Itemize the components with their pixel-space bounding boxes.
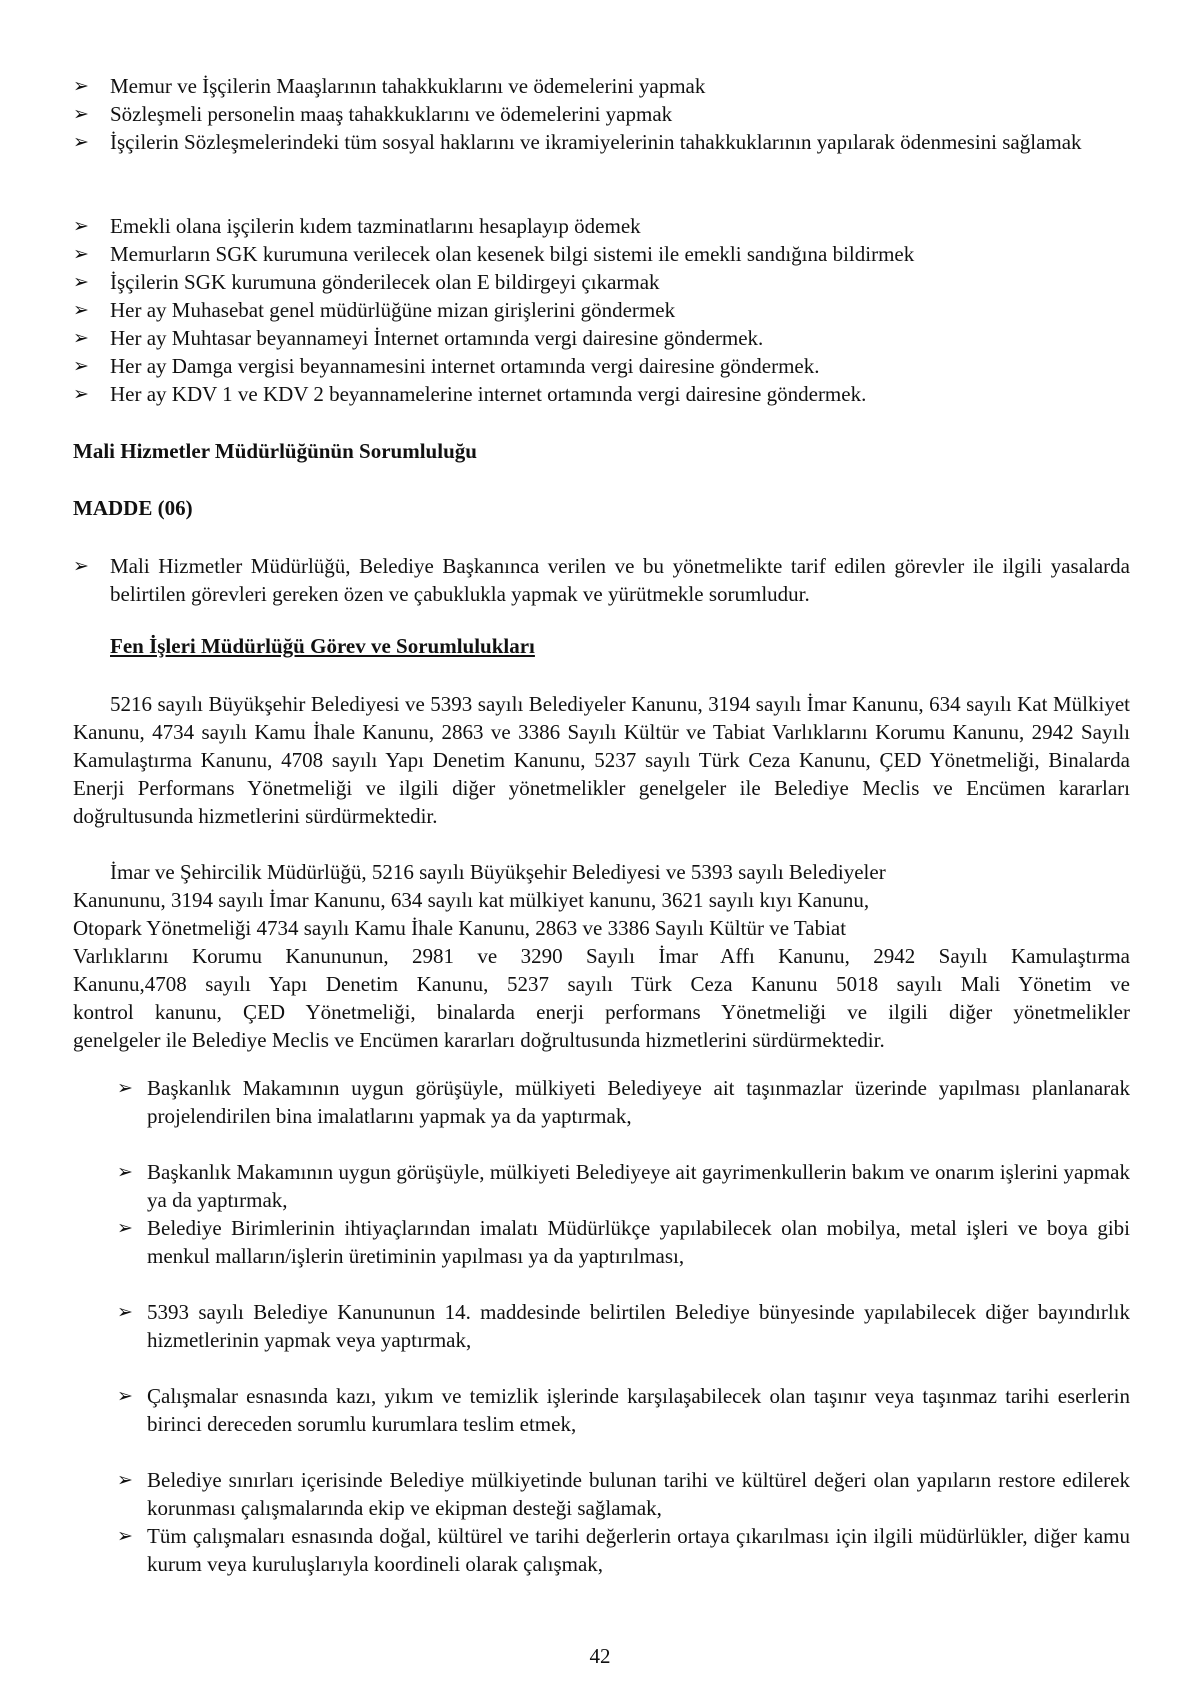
arrow-bullet-icon: ➢ [73, 299, 89, 321]
list-item: ➢ Belediye sınırları içerisinde Belediye mülkiyetinde bulunan tarihi ve kültürel değeri olan yapıların restore edilerek korunması çalışmalarında ekip ve ekipman desteği sağlamak, [117, 1468, 1130, 1520]
arrow-bullet-icon: ➢ [73, 75, 89, 97]
arrow-bullet-icon: ➢ [117, 1469, 133, 1491]
list-item: ➢ Her ay KDV 1 ve KDV 2 beyannamelerine internet ortamında vergi dairesine göndermek. [73, 382, 867, 406]
arrow-bullet-icon: ➢ [117, 1077, 133, 1099]
list-item: ➢ Her ay Muhtasar beyannameyi İnternet ortamında vergi dairesine göndermek. [73, 326, 764, 350]
arrow-bullet-icon: ➢ [73, 271, 89, 293]
arrow-bullet-icon: ➢ [73, 243, 89, 265]
list-item: ➢ Başkanlık Makamının uygun görüşüyle, mülkiyeti Belediyeye ait gayrimenkullerin bakım ve onarım işlerini yapmak ya da yaptırmak, [117, 1160, 1130, 1212]
paragraph-line: İmar ve Şehircilik Müdürlüğü, 5216 sayılı Büyükşehir Belediyesi ve 5393 sayılı Belediyeler [110, 860, 886, 884]
paragraph: 5216 sayılı Büyükşehir Belediyesi ve 5393 sayılı Belediyeler Kanunu, 3194 sayılı İmar Kanunu, 634 sayılı Kat Mülkiyet Kanunu, 4734 sayılı Kamu İhale Kanunu, 2863 ve 3386 Sayılı Kültür ve Tabiat Varlıklarını Korumu Kanunu, 2942 Sayılı Kamulaştırma Kanunu, 4708 sayılı Yapı Denetim Kanunu, 5237 sayılı Türk Ceza Kanunu, ÇED Yönetmeliği, Binalarda Enerji Performans Yönetmeliği ve ilgili diğer yönetmelikler genelgeler ile Belediye Meclis ve Encümen kararları doğrultusunda hizmetlerini sürdürmektedir. [73, 692, 1130, 828]
paragraph-line: Kanununu, 3194 sayılı İmar Kanunu, 634 sayılı kat mülkiyet kanunu, 3621 sayılı kıyı Kanunu, [73, 888, 870, 912]
article-heading: MADDE (06) [73, 496, 193, 520]
list-item: ➢ İşçilerin Sözleşmelerindeki tüm sosyal haklarını ve ikramiyelerinin tahakkuklarının yapılarak ödenmesini sağlamak [73, 130, 1082, 154]
list-item: ➢ Mali Hizmetler Müdürlüğü, Belediye Başkanınca verilen ve bu yönetmelikte tarif edilen görevler ile ilgili yasalarda belirtilen görevleri gereken özen ve çabuklukla yapmak ve yürütmekle sorumludur. [73, 554, 1130, 606]
arrow-bullet-icon: ➢ [73, 327, 89, 349]
list-item: ➢ Belediye Birimlerinin ihtiyaçlarından imalatı Müdürlükçe yapılabilecek olan mobilya, metal işleri ve boya gibi menkul malların/işlerin üretiminin yapılması ya da yaptırılması, [117, 1216, 1130, 1268]
arrow-bullet-icon: ➢ [117, 1301, 133, 1323]
paragraph-line: Kanunu,4708 sayılı Yapı Denetim Kanunu, 5237 sayılı Türk Ceza Kanunu 5018 sayılı Mali Yönetim ve [73, 972, 1130, 996]
paragraph [73, 858, 1130, 1054]
fen-duties-list [117, 1074, 1130, 1578]
list-item: ➢ Çalışmalar esnasında kazı, yıkım ve temizlik işlerinde karşılaşabilecek olan taşınır veya taşınmaz tarihi eserlerin birinci dereceden sorumlu kurumlara teslim etmek, [117, 1384, 1130, 1436]
salary-duties-list [73, 72, 1130, 156]
section-heading: Mali Hizmetler Müdürlüğünün Sorumluluğu [73, 439, 477, 463]
section-heading: Fen İşleri Müdürlüğü Görev ve Sorumlulukları [110, 634, 535, 658]
paragraph-line: Otopark Yönetmeliği 4734 sayılı Kamu İhale Kanunu, 2863 ve 3386 Sayılı Kültür ve Tabiat [73, 916, 847, 940]
list-item: ➢ Her ay Muhasebat genel müdürlüğüne mizan girişlerini göndermek [73, 298, 676, 322]
arrow-bullet-icon: ➢ [73, 103, 89, 125]
paragraph-line: genelgeler ile Belediye Meclis ve Encümen kararları doğrultusunda hizmetlerini sürdürmektedir. [73, 1028, 885, 1052]
arrow-bullet-icon: ➢ [73, 383, 89, 405]
reporting-duties-list [73, 212, 1130, 408]
arrow-bullet-icon: ➢ [117, 1161, 133, 1183]
list-item: ➢ Memurların SGK kurumuna verilecek olan kesenek bilgi sistemi ile emekli sandığına bildirmek [73, 242, 915, 266]
arrow-bullet-icon: ➢ [73, 131, 89, 153]
arrow-bullet-icon: ➢ [73, 355, 89, 377]
list-item: ➢ Emekli olana işçilerin kıdem tazminatlarını hesaplayıp ödemek [73, 214, 641, 238]
arrow-bullet-icon: ➢ [117, 1525, 133, 1547]
list-item: ➢ İşçilerin SGK kurumuna gönderilecek olan E bildirgeyi çıkarmak [73, 270, 660, 294]
paragraph-line: Varlıklarını Korumu Kanununun, 2981 ve 3290 Sayılı İmar Affı Kanunu, 2942 Sayılı Kamulaştırma [73, 944, 1130, 968]
responsibility-list [73, 552, 1130, 608]
list-item: ➢ 5393 sayılı Belediye Kanununun 14. maddesinde belirtilen Belediye bünyesinde yapılabilecek diğer bayındırlık hizmetlerinin yapmak veya yaptırmak, [117, 1300, 1130, 1352]
arrow-bullet-icon: ➢ [73, 555, 89, 577]
list-item: ➢ Başkanlık Makamının uygun görüşüyle, mülkiyeti Belediyeye ait taşınmazlar üzerinde yapılması planlanarak projelendirilen bina imalatlarını yapmak ya da yaptırmak, [117, 1076, 1130, 1128]
list-item: ➢ Memur ve İşçilerin Maaşlarının tahakkuklarını ve ödemelerini yapmak [73, 74, 706, 98]
arrow-bullet-icon: ➢ [117, 1217, 133, 1239]
list-item: ➢ Tüm çalışmaları esnasında doğal, kültürel ve tarihi değerlerin ortaya çıkarılması için ilgili müdürlükler, diğer kamu kurum veya kuruluşlarıyla koordineli olarak çalışmak, [117, 1524, 1130, 1576]
paragraph-line: kontrol kanunu, ÇED Yönetmeliği, binalarda enerji performans Yönetmeliği ve ilgili diğer yönetmelikler [73, 1000, 1130, 1024]
arrow-bullet-icon: ➢ [117, 1385, 133, 1407]
list-item: ➢ Her ay Damga vergisi beyannamesini internet ortamında vergi dairesine göndermek. [73, 354, 820, 378]
list-item: ➢ Sözleşmeli personelin maaş tahakkuklarını ve ödemelerini yapmak [73, 102, 673, 126]
page-number: 42 [589, 1644, 611, 1668]
arrow-bullet-icon: ➢ [73, 215, 89, 237]
